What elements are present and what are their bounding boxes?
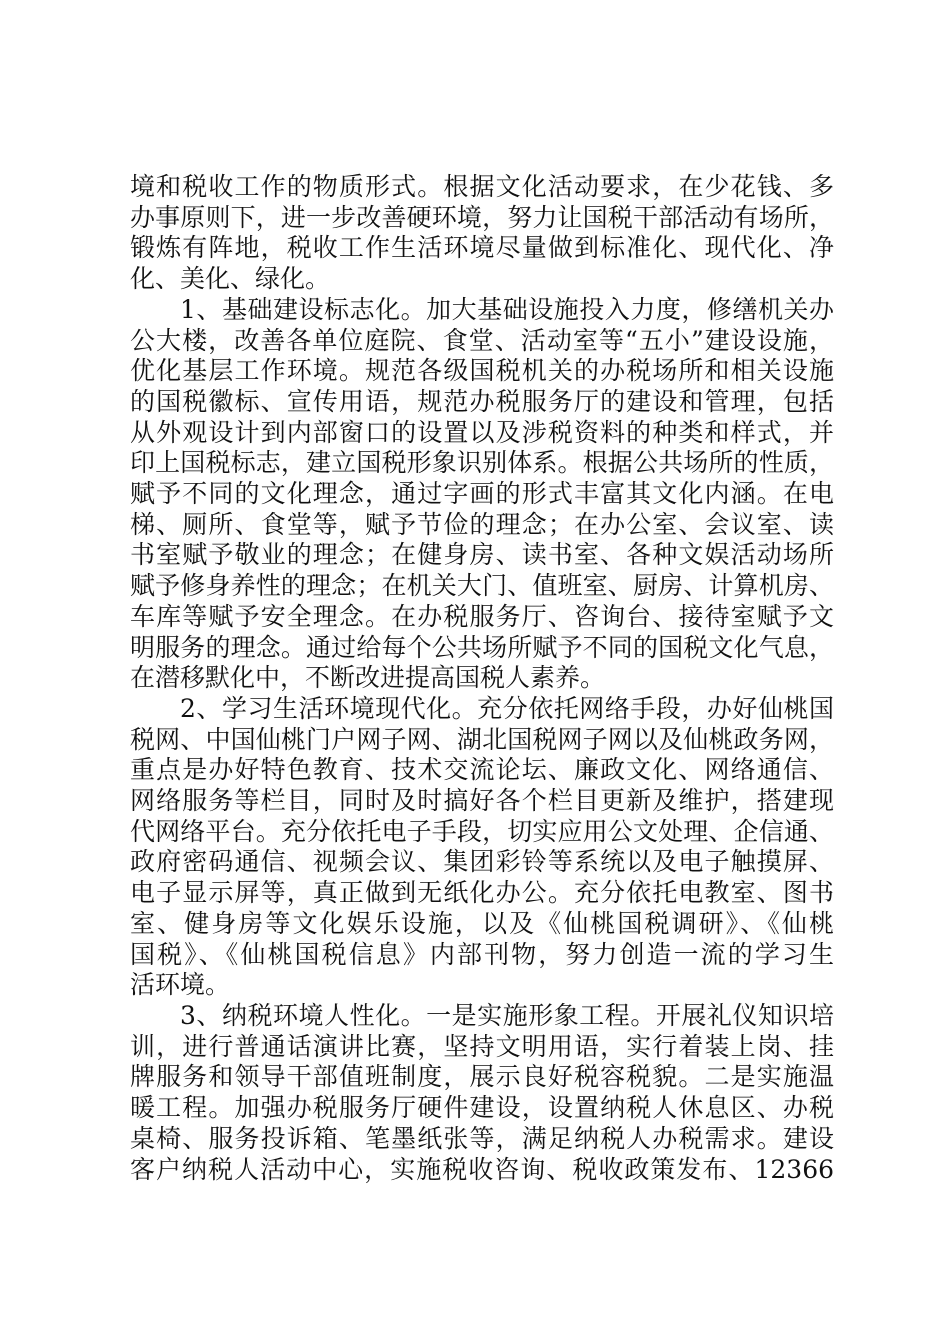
text-line: 电子显示屏等，真正做到无纸化办公。充分依托电教室、图书 bbox=[130, 878, 834, 908]
text-line: 办事原则下，进一步改善硬环境，努力让国税干部活动有场所， bbox=[130, 202, 834, 232]
text-line: 境和税收工作的物质形式。根据文化活动要求，在少花钱、多 bbox=[130, 172, 834, 201]
paragraph-2-heading-line: 2、学习生活环境现代化。充分依托网络手段，办好仙桃国 bbox=[180, 693, 834, 723]
text-line: 赋予修身养性的理念；在机关大门、值班室、厨房、计算机房、 bbox=[130, 571, 834, 601]
text-line: 桌椅、服务投诉箱、笔墨纸张等，满足纳税人办税需求。建设 bbox=[130, 1123, 834, 1153]
paragraph-3-heading-line: 3、纳税环境人性化。一是实施形象工程。开展礼仪知识培 bbox=[180, 1000, 834, 1030]
text-line: 化、美化、绿化。 bbox=[130, 264, 331, 294]
text-line: 公大楼，改善各单位庭院、食堂、活动室等“五小”建设设施， bbox=[130, 325, 834, 355]
text-line: 梯、厕所、食堂等，赋予节俭的理念；在办公室、会议室、读 bbox=[130, 509, 834, 539]
text-line: 明服务的理念。通过给每个公共场所赋予不同的国税文化气息， bbox=[130, 632, 834, 662]
text-line: 国税》、《仙桃国税信息》内部刊物，努力创造一流的学习生 bbox=[130, 939, 834, 969]
text-line: 牌服务和领导干部值班制度，展示良好税容税貌。二是实施温 bbox=[130, 1062, 834, 1092]
text-line: 网络服务等栏目，同时及时搞好各个栏目更新及维护，搭建现 bbox=[130, 786, 834, 816]
text-line: 车库等赋予安全理念。在办税服务厅、咨询台、接待室赋予文 bbox=[130, 601, 834, 631]
paragraph-1-heading-line: 1、基础建设标志化。加大基础设施投入力度，修缮机关办 bbox=[180, 294, 834, 324]
text-line: 印上国税标志，建立国税形象识别体系。根据公共场所的性质， bbox=[130, 448, 834, 478]
text-line: 税网、中国仙桃门户网子网、湖北国税网子网以及仙桃政务网， bbox=[130, 724, 834, 754]
text-line: 锻炼有阵地，税收工作生活环境尽量做到标准化、现代化、净 bbox=[130, 233, 834, 263]
text-line: 重点是办好特色教育、技术交流论坛、廉政文化、网络通信、 bbox=[130, 755, 834, 785]
text-line: 在潜移默化中，不断改进提高国税人素养。 bbox=[130, 663, 606, 693]
text-line: 客户纳税人活动中心，实施税收咨询、税收政策发布、12366 bbox=[130, 1154, 834, 1184]
text-line: 代网络平台。充分依托电子手段，切实应用公文处理、企信通、 bbox=[130, 816, 834, 846]
text-line: 训，进行普通话演讲比赛，坚持文明用语，实行着装上岗、挂 bbox=[130, 1031, 834, 1061]
text-line: 政府密码通信、视频会议、集团彩铃等系统以及电子触摸屏、 bbox=[130, 847, 834, 877]
text-line: 室、健身房等文化娱乐设施，以及《仙桃国税调研》、《仙桃 bbox=[130, 908, 834, 938]
text-line: 书室赋予敬业的理念；在健身房、读书室、各种文娱活动场所 bbox=[130, 540, 834, 570]
text-line: 的国税徽标、宣传用语，规范办税服务厅的建设和管理，包括 bbox=[130, 386, 834, 416]
text-line: 暖工程。加强办税服务厅硬件建设，设置纳税人休息区、办税 bbox=[130, 1093, 834, 1123]
text-line: 优化基层工作环境。规范各级国税机关的办税场所和相关设施 bbox=[130, 356, 834, 386]
text-line: 赋予不同的文化理念，通过字画的形式丰富其文化内涵。在电 bbox=[130, 479, 834, 509]
body-text bbox=[130, 172, 834, 1185]
text-line: 活环境。 bbox=[130, 970, 231, 1000]
text-line: 从外观设计到内部窗口的设置以及涉税资料的种类和样式，并 bbox=[130, 417, 834, 447]
